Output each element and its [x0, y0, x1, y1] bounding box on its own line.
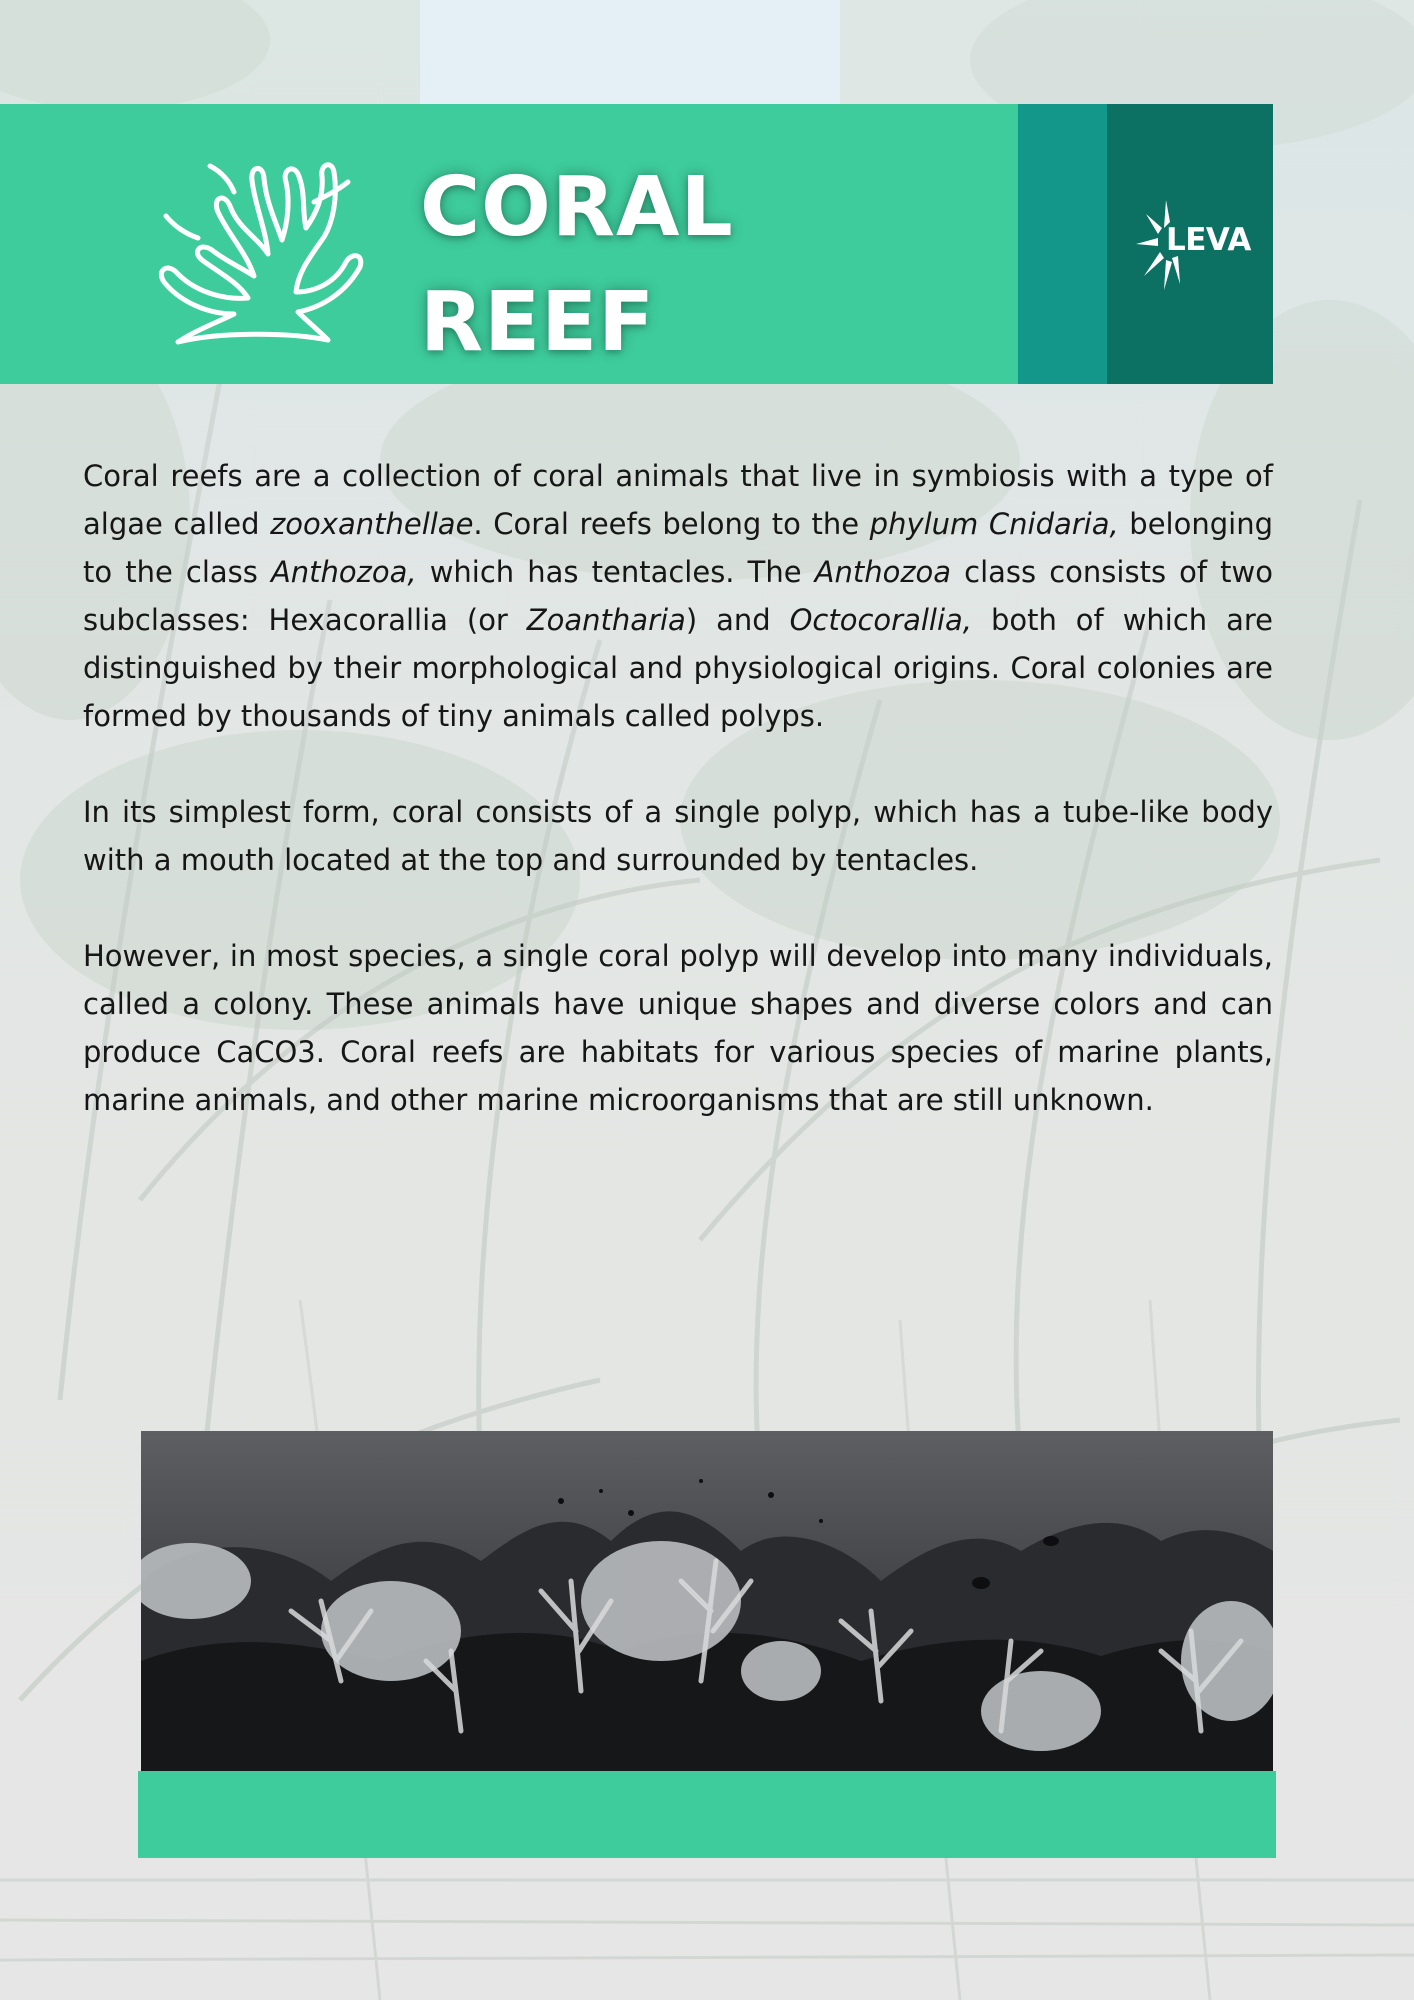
italic-term: Anthozoa, — [270, 555, 417, 589]
italic-term: Zoantharia — [526, 603, 686, 637]
text-run: belonging to the class — [83, 507, 1273, 589]
coral-icon — [138, 142, 368, 352]
leva-logo — [1136, 198, 1251, 292]
body-text — [83, 452, 1273, 1124]
logo-text: LEVA — [1166, 222, 1251, 258]
paragraph-1 — [83, 452, 1273, 740]
paragraph-2: In its simplest form, coral consists of a single polyp, which has a tube-like body with a mouth located at the top and surrounded by tentacles. — [83, 795, 1273, 877]
text-run: both of which are distinguished by their morphological and physiological origins. Coral colonies are formed by thousands of tiny animals called polyps. — [83, 603, 1274, 733]
paragraph-3: However, in most species, a single coral polyp will develop into many individuals, called a colony. These animals have unique shapes and diverse colors and can produce CaCO3. Coral reefs are habitats for various species of marine plants, marine animals, and other marine microorganisms that are still unknown. — [83, 939, 1273, 1117]
title-line-1: CORAL — [420, 160, 734, 255]
text-run: class consists of two subclasses: Hexacorallia (or — [83, 555, 1274, 637]
page-title — [420, 150, 734, 380]
header-stripe — [1018, 104, 1107, 384]
italic-term: Octocorallia, — [789, 603, 973, 637]
italic-term: Anthozoa — [814, 555, 952, 589]
text-run: which has tentacles. The — [416, 555, 815, 589]
text-run: ) and — [685, 603, 790, 637]
text-run: Coral reefs are a collection of coral animals that live in symbiosis with a type of algae called — [83, 459, 1273, 541]
photo-caption-bar — [138, 1771, 1276, 1858]
italic-term: phylum Cnidaria, — [869, 507, 1119, 541]
coral-reef-photo — [141, 1431, 1273, 1773]
title-line-2: REEF — [420, 275, 656, 370]
text-run: . Coral reefs belong to the — [473, 507, 870, 541]
italic-term: zooxanthellae — [270, 507, 474, 541]
